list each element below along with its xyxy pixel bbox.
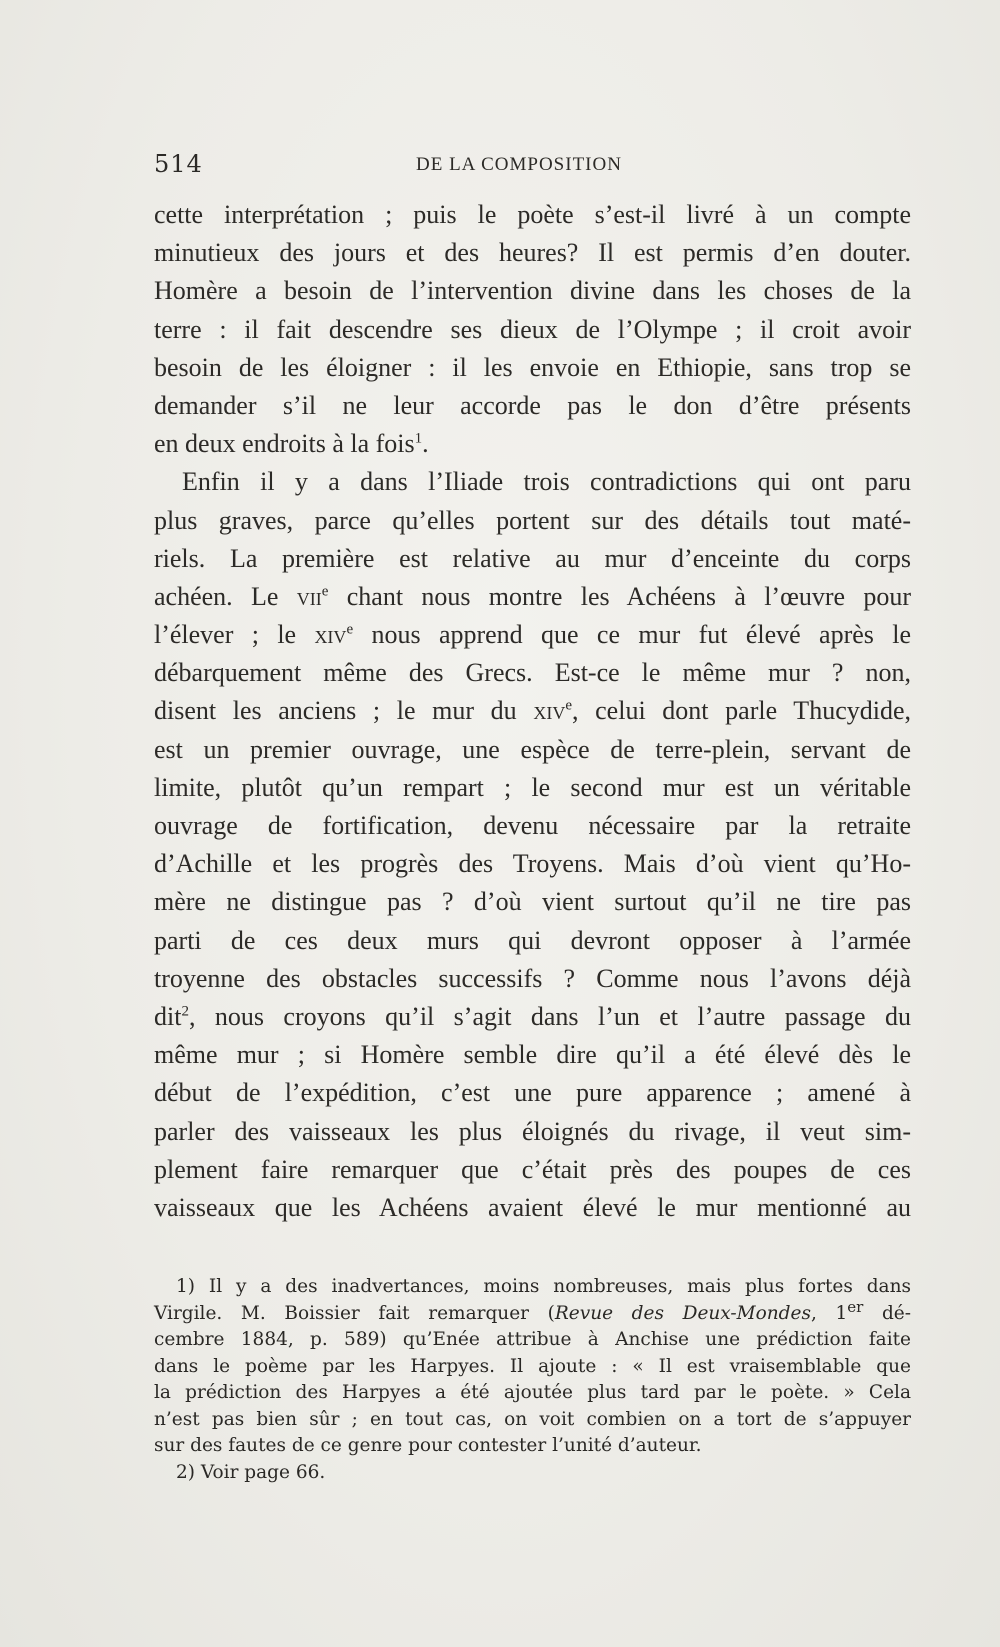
line-text: l’élever ; le xyxy=(154,620,297,650)
text-line: demander s’il ne leur accorde pas le don d’être présents xyxy=(154,390,911,420)
text-line xyxy=(154,998,911,1036)
text-line: parti de ces deux murs qui devront opposer à l’armée xyxy=(154,925,911,955)
text-line xyxy=(154,616,911,654)
text-line: mère ne distingue pas ? d’où vient surtout qu’il ne tire pas xyxy=(154,887,911,917)
footnote-line: dans le poème par les Harpyes. Il ajoute : « Il est vraisemblable que xyxy=(154,1355,911,1377)
footnote-text: , 1 xyxy=(810,1302,848,1324)
text-line: plement faire remarquer que c’était près des poupes de ces xyxy=(154,1154,911,1184)
footnote-line: 2) Voir page 66. xyxy=(176,1461,326,1483)
text-line: débarquement même des Grecs. Est-ce le même mur ? non, xyxy=(154,658,911,688)
footnote-ref: 1 xyxy=(414,430,423,447)
footnote-line: 1) Il y a des inadvertances, moins nombreuses, mais plus fortes dans xyxy=(176,1276,911,1297)
footnote-line: n’est pas bien sûr ; en tout cas, on voit combien on a tort de s’appuyer xyxy=(154,1408,911,1430)
line-text: achéen. Le xyxy=(154,581,279,611)
text-line xyxy=(154,425,911,463)
line-text: nous apprend que ce mur fut élevé après le xyxy=(371,620,911,650)
text-line: ouvrage de fortification, devenu nécessaire par la retraite xyxy=(154,811,911,840)
running-title: DE LA COMPOSITION xyxy=(416,154,622,175)
page-number: 514 xyxy=(154,150,203,178)
text-line: riels. La première est relative au mur d’enceinte du corps xyxy=(154,543,911,573)
text-line xyxy=(154,578,911,616)
roman-numeral: xiv xyxy=(314,620,347,650)
text-line: minutieux des jours et des heures? Il est permis d’en douter. xyxy=(154,238,911,268)
text-line: limite, plutôt qu’un rempart ; le second mur est un véritable xyxy=(154,772,911,802)
footnote-text: Virgile. M. Boissier fait remarquer ( xyxy=(154,1302,555,1324)
line-text: en deux endroits à la fois xyxy=(154,429,415,459)
line-text: , nous croyons qu’il s’agit dans l’un et l’autre passage du xyxy=(188,1001,911,1031)
line-text: , celui dont parle Thucydide, xyxy=(572,696,911,726)
text-line: début de l’expédition, c’est une pure apparence ; amené à xyxy=(154,1078,911,1108)
roman-numeral: xiv xyxy=(533,696,566,726)
journal-title: Revue des Deux-Mondes xyxy=(554,1302,811,1324)
footnote-line: cembre 1884, p. 589) qu’Enée attribue à Anchise une prédiction faite xyxy=(154,1329,911,1350)
footnote-ref: 2 xyxy=(181,1003,189,1020)
text-line: parler des vaisseaux les plus éloignés du rivage, il veut sim- xyxy=(154,1116,911,1146)
text-line: Enfin il y a dans l’Iliade trois contradictions qui ont paru xyxy=(182,467,911,497)
footnotes xyxy=(154,1274,911,1486)
roman-numeral: vii xyxy=(296,581,322,611)
text-line: besoin de les éloigner : il les envoie en Ethiopie, sans trop se xyxy=(154,352,911,382)
superscript: e xyxy=(346,621,354,638)
line-text: dit xyxy=(154,1001,182,1031)
footnote-line: sur des fautes de ce genre pour contester l’unité d’auteur. xyxy=(154,1435,702,1456)
text-line: même mur ; si Homère semble dire qu’il a été élevé dès le xyxy=(154,1040,911,1070)
text-line: vaisseaux que les Achéens avaient élevé le mur mentionné au xyxy=(154,1192,911,1222)
text-line xyxy=(154,692,911,730)
page-header xyxy=(154,150,914,180)
footnote-line xyxy=(154,1297,911,1328)
text-line: plus graves, parce qu’elles portent sur des détails tout maté- xyxy=(154,505,911,535)
superscript: e xyxy=(565,697,572,714)
line-text: chant nous montre les Achéens à l’œuvre pour xyxy=(346,581,912,611)
footnote-text: dé- xyxy=(863,1302,911,1324)
superscript: er xyxy=(847,1297,864,1316)
text-line: troyenne des obstacles successifs ? Comme nous l’avons déjà xyxy=(154,963,911,993)
text-line: est un premier ouvrage, une espèce de terre-plein, servant de xyxy=(154,734,911,764)
text-line: d’Achille et les progrès des Troyens. Mais d’où vient qu’Ho- xyxy=(154,849,911,879)
text-line: Homère a besoin de l’intervention divine dans les choses de la xyxy=(154,276,911,306)
footnote-line: la prédiction des Harpyes a été ajoutée plus tard par le poète. » Cela xyxy=(154,1382,911,1403)
text-line: terre : il fait descendre ses dieux de l’Olympe ; il croit avoir xyxy=(154,314,911,344)
text-line: cette interprétation ; puis le poète s’est-il livré à un compte xyxy=(154,200,911,229)
line-text: . xyxy=(422,429,429,459)
line-text: disent les anciens ; le mur du xyxy=(154,696,517,726)
body-text xyxy=(154,196,911,1227)
superscript: e xyxy=(321,583,329,600)
